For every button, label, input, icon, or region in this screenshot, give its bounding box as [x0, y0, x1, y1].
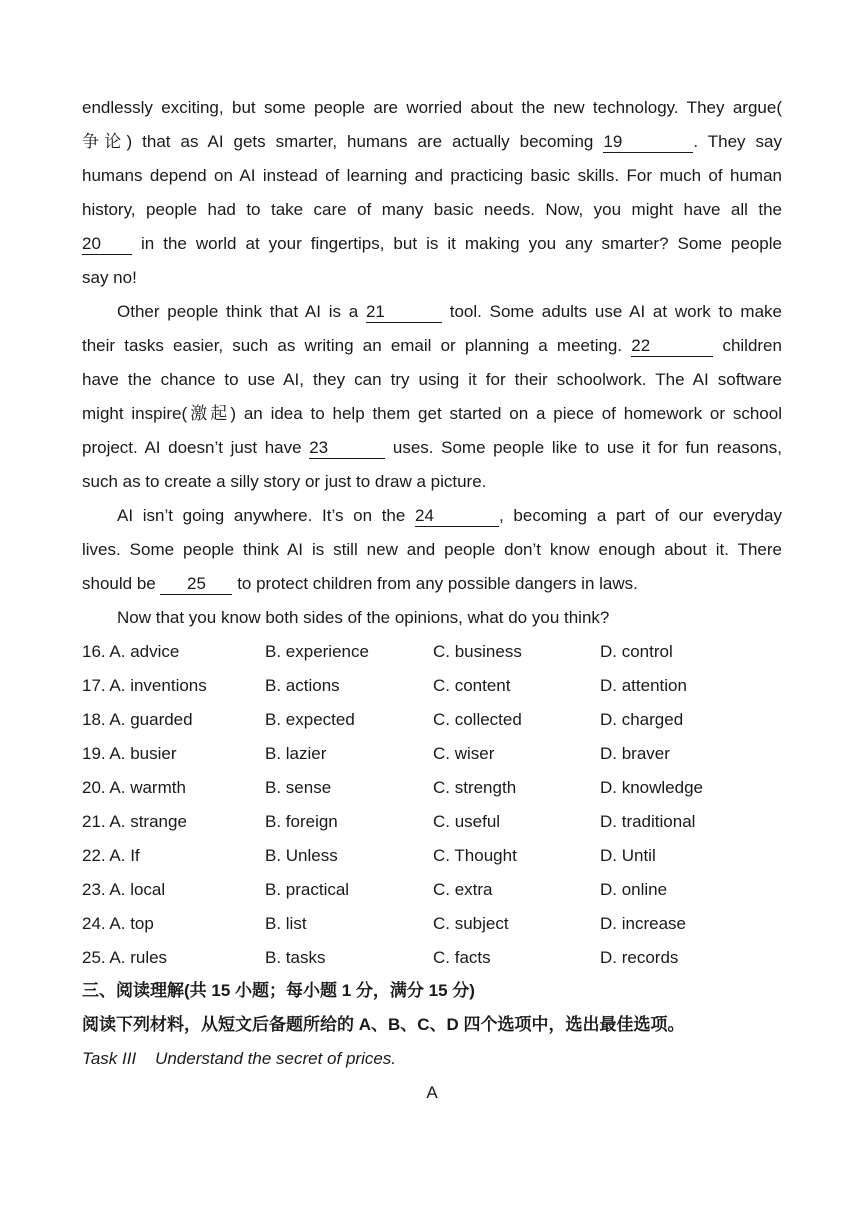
blank-23: 23 [309, 438, 385, 459]
blank-20: 20 [82, 234, 132, 255]
option-d: D. Until [600, 846, 656, 865]
option-d: D. attention [600, 676, 687, 695]
option-a: 22. A. If [82, 846, 140, 865]
option-d: D. knowledge [600, 778, 704, 797]
option-b: B. actions [265, 676, 340, 695]
option-d: D. increase [600, 914, 686, 933]
option-d: D. online [600, 880, 668, 899]
option-a: 25. A. rules [82, 948, 168, 967]
blank-19: 19 [603, 132, 693, 153]
passage-line: endlessly exciting, but some people are worried about the new technology. They argue( [82, 98, 782, 117]
section-heading: 三、阅读理解(共 15 小题；每小题 1 分，满分 15 分) [82, 981, 475, 1000]
option-a: 16. A. advice [82, 642, 180, 661]
option-d: D. braver [600, 744, 670, 763]
option-b: B. experience [265, 642, 369, 661]
task-title: Task III Understand the secret of prices. [82, 1049, 397, 1068]
passage-line: such as to create a silly story or just to draw a picture. [82, 472, 487, 491]
option-c: C. subject [433, 914, 509, 933]
option-d: D. control [600, 642, 673, 661]
passage-line: 争论) that as AI gets smarter, humans are actually becoming 19 . They say [82, 132, 782, 151]
option-c: C. Thought [433, 846, 517, 865]
option-b: B. practical [265, 880, 350, 899]
option-a: 18. A. guarded [82, 710, 193, 729]
option-b: B. foreign [265, 812, 338, 831]
blank-21: 21 [366, 302, 442, 323]
option-b: B. lazier [265, 744, 327, 763]
option-d: D. charged [600, 710, 684, 729]
option-c: C. collected [433, 710, 522, 729]
option-c: C. strength [433, 778, 517, 797]
passage-line: 20 in the world at your fingertips, but is it making you any smarter? Some people [82, 234, 782, 253]
option-a: 23. A. local [82, 880, 166, 899]
option-d: D. traditional [600, 812, 696, 831]
part-label: A [426, 1083, 438, 1102]
section-instruction: 阅读下列材料，从短文后备题所给的 A、B、C、D 四个选项中，选出最佳选项。 [82, 1015, 685, 1034]
option-c: C. content [433, 676, 511, 695]
option-a: 19. A. busier [82, 744, 177, 763]
passage-line: say no! [82, 268, 137, 287]
option-d: D. records [600, 948, 679, 967]
passage-line: have the chance to use AI, they can try using it for their schoolwork. The AI software [82, 370, 782, 389]
option-c: C. useful [433, 812, 501, 831]
passage-line: AI isn’t going anywhere. It’s on the 24 , becoming a part of our everyday [117, 506, 782, 525]
blank-24: 24 [415, 506, 499, 527]
passage-line: history, people had to take care of many basic needs. Now, you might have all the [82, 200, 782, 219]
option-c: C. extra [433, 880, 493, 899]
passage-line: humans depend on AI instead of learning and practicing basic skills. For much of human [82, 166, 782, 185]
option-c: C. facts [433, 948, 491, 967]
passage-line: project. AI doesn’t just have 23 uses. Some people like to use it for fun reasons, [82, 438, 782, 457]
option-a: 21. A. strange [82, 812, 187, 831]
passage-line: their tasks easier, such as writing an email or planning a meeting. 22 children [82, 336, 782, 355]
option-a: 17. A. inventions [82, 676, 207, 695]
option-b: B. sense [265, 778, 332, 797]
option-c: C. wiser [433, 744, 495, 763]
option-b: B. expected [265, 710, 355, 729]
passage-line: should be 25 to protect children from any possible dangers in laws. [82, 574, 638, 593]
passage-line: lives. Some people think AI is still new and people don’t know enough about it. There [82, 540, 782, 559]
option-a: 24. A. top [82, 914, 154, 933]
option-b: B. list [265, 914, 307, 933]
blank-22: 22 [631, 336, 713, 357]
passage-line: Now that you know both sides of the opinions, what do you think? [117, 608, 610, 627]
option-b: B. Unless [265, 846, 338, 865]
blank-25: 25 [160, 574, 232, 595]
option-b: B. tasks [265, 948, 326, 967]
passage-line: might inspire(激起) an idea to help them get started on a piece of homework or school [82, 404, 782, 423]
passage-line: Other people think that AI is a 21 tool. Some adults use AI at work to make [117, 302, 783, 321]
option-c: C. business [433, 642, 522, 661]
option-a: 20. A. warmth [82, 778, 186, 797]
